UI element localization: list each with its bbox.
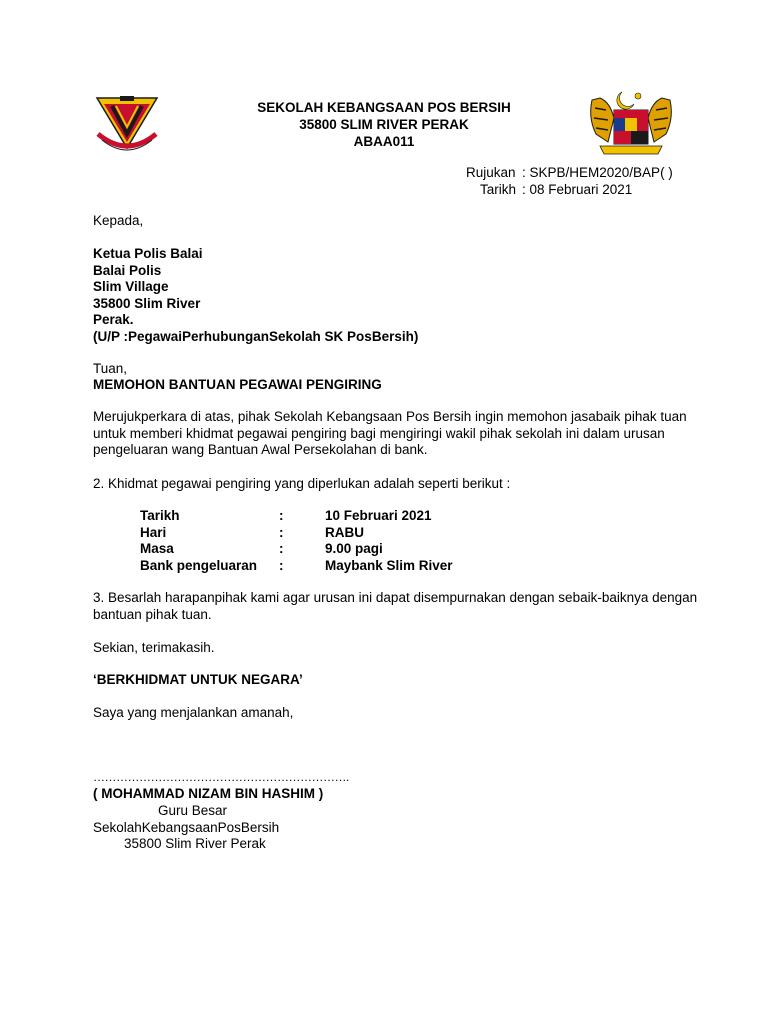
recipient-line: Slim Village <box>93 279 169 294</box>
detail-label: Masa <box>140 541 174 556</box>
school-name: SEKOLAH KEBANGSAAN POS BERSIH <box>257 100 511 115</box>
closing: Sekian, terimakasih. <box>93 640 215 655</box>
paragraph-line: 3. Besarlah harapanpihak kami agar urusan ini dapat disempurnakan dengan sebaik-baiknya dengan <box>93 590 698 605</box>
tarikh-value: : 08 Februari 2021 <box>522 182 633 197</box>
detail-value: 10 Februari 2021 <box>325 508 432 523</box>
paragraph-line: pengeluaran wang Bantuan Awal Persekolahan di bank. <box>93 442 428 457</box>
paragraph-line: untuk memberi khidmat pegawai pengiring bagi mengiringi wakil pihak sekolah ini dalam urusan <box>93 425 665 441</box>
body-paragraph-3 <box>93 590 697 623</box>
signature-dots: …………………………………………………………. <box>93 770 349 784</box>
detail-separator: : <box>279 557 284 573</box>
school-code: ABAA011 <box>353 134 415 149</box>
detail-separator: : <box>279 524 284 540</box>
school-address: 35800 SLIM RIVER PERAK <box>299 117 469 132</box>
attention-line: (U/P :PegawaiPerhubunganSekolah SK PosBersih) <box>93 329 419 344</box>
national-crest <box>586 88 676 158</box>
amanah-line: Saya yang menjalankan amanah, <box>93 705 294 720</box>
detail-value: Maybank Slim River <box>325 557 453 573</box>
rujukan-label: Rujukan <box>466 165 516 180</box>
body-paragraph-1 <box>93 409 687 459</box>
detail-separator: : <box>279 508 284 523</box>
signatory-title: Guru Besar <box>158 803 228 818</box>
signatory-school: SekolahKebangsaanPosBersih <box>93 820 280 835</box>
paragraph-line: bantuan pihak tuan. <box>93 606 212 622</box>
detail-value: 9.00 pagi <box>325 541 383 556</box>
motto: ‘BERKHIDMAT UNTUK NEGARA’ <box>93 672 303 687</box>
detail-label: Hari <box>140 524 167 540</box>
kepada: Kepada, <box>93 213 144 228</box>
signatory-address: 35800 Slim River Perak <box>124 836 266 851</box>
detail-label: Bank pengeluaran <box>140 557 258 573</box>
detail-label: Tarikh <box>140 508 180 523</box>
salutation: Tuan, <box>93 361 128 376</box>
detail-value: RABU <box>325 524 364 540</box>
recipient-line: Ketua Polis Balai <box>93 246 203 261</box>
paragraph-line: Merujukperkara di atas, pihak Sekolah Kebangsaan Pos Bersih ingin memohon jasabaik pihak tuan <box>93 409 687 424</box>
rujukan-value: : SKPB/HEM2020/BAP( ) <box>522 165 673 180</box>
signatory-name: ( MOHAMMAD NIZAM BIN HASHIM ) <box>93 786 324 801</box>
body-paragraph-2: 2. Khidmat pegawai pengiring yang diperlukan adalah seperti berikut : <box>93 476 511 491</box>
recipient-line: Perak. <box>93 312 134 327</box>
subject: MEMOHON BANTUAN PEGAWAI PENGIRING <box>93 377 382 392</box>
detail-separator: : <box>279 541 284 556</box>
recipient-line: Balai Polis <box>93 263 162 278</box>
recipient-line: 35800 Slim River <box>93 296 201 311</box>
tarikh-label: Tarikh <box>480 182 517 197</box>
